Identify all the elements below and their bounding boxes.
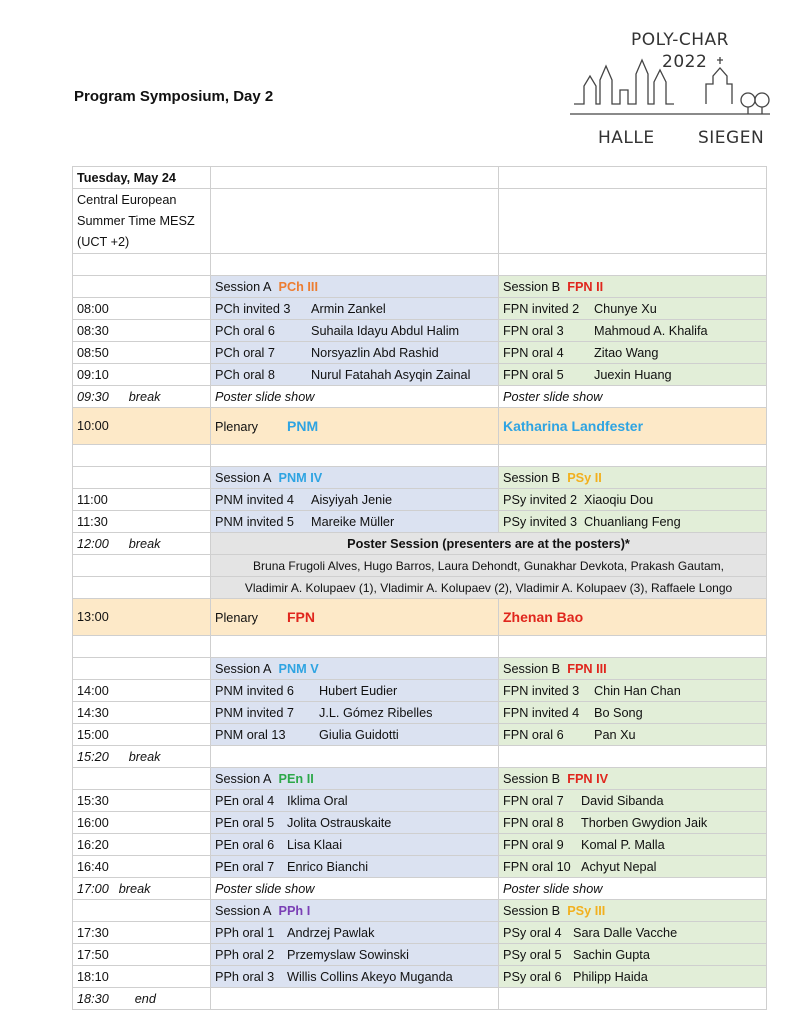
end-label: end [134, 991, 156, 1006]
speaker-name: Chin Han Chan [594, 683, 681, 698]
break-label: break [128, 389, 161, 404]
speaker-name: Thorben Gwydion Jaik [581, 815, 708, 830]
talk-label: FPN oral 3 [503, 323, 564, 338]
speaker-name: Norsyazlin Abd Rashid [311, 345, 439, 360]
plenary-speaker: Zhenan Bao [503, 609, 584, 625]
session-code: PPh I [278, 903, 311, 918]
session-code: FPN III [567, 661, 607, 676]
talk-label: PPh oral 2 [215, 947, 275, 962]
talk-label: PNM invited 5 [215, 514, 294, 529]
session-label: Session A [215, 771, 272, 786]
speaker-name: Enrico Bianchi [287, 859, 369, 874]
logo-line1: POLY-CHAR [631, 30, 729, 50]
end-time: 18:30 [77, 991, 109, 1006]
poly-char-logo [570, 30, 780, 155]
page-title: Program Symposium, Day 2 [74, 88, 274, 105]
talk-label: FPN oral 5 [503, 367, 564, 382]
speaker-name: Hubert Eudier [319, 683, 398, 698]
session-code: PSy III [567, 903, 606, 918]
time-cell: 16:40 [73, 856, 211, 878]
break-time: 09:30 [77, 389, 109, 404]
session-header-row [73, 658, 767, 680]
poster-slide-show: Poster slide show [211, 386, 499, 408]
poster-session-heading-row [73, 533, 767, 555]
plenary-speaker: Katharina Landfester [503, 418, 644, 434]
time-cell: 16:20 [73, 834, 211, 856]
time-cell: 11:30 [73, 511, 211, 533]
session-label: Session B [503, 661, 561, 676]
break-row [73, 878, 767, 900]
speaker-name: Armin Zankel [311, 301, 386, 316]
session-label: Session A [215, 661, 272, 676]
table-row [73, 812, 767, 834]
time-cell: 14:00 [73, 680, 211, 702]
time-cell: 14:30 [73, 702, 211, 724]
talk-label: PEn oral 5 [215, 815, 275, 830]
table-row [73, 834, 767, 856]
talk-label: PSy oral 6 [503, 969, 562, 984]
speaker-name: Willis Collins Akeyo Muganda [287, 969, 453, 984]
logo-line2: 2022 [662, 52, 708, 72]
session-code: FPN IV [567, 771, 609, 786]
session-b-header [499, 276, 767, 298]
session-label: Session A [215, 903, 272, 918]
talk-label: PNM invited 6 [215, 683, 294, 698]
poster-presenters-row [73, 555, 767, 577]
session-header-row [73, 900, 767, 922]
break-row [73, 746, 767, 768]
session-header-row [73, 467, 767, 489]
table-row [73, 922, 767, 944]
plenary-label: Plenary [215, 420, 259, 434]
table-row [73, 320, 767, 342]
poster-slide-show: Poster slide show [499, 386, 767, 408]
session-code: PEn II [278, 771, 314, 786]
poster-slide-show: Poster slide show [211, 878, 499, 900]
talk-label: FPN invited 2 [503, 301, 580, 316]
break-label: break [128, 749, 161, 764]
speaker-name: Przemyslaw Sowinski [287, 947, 409, 962]
table-row [73, 445, 767, 467]
time-cell: 10:00 [73, 408, 211, 445]
day-label: Tuesday, May 24 [73, 167, 211, 189]
speaker-name: Aisyiyah Jenie [311, 492, 393, 507]
table-row [73, 489, 767, 511]
talk-label: PEn oral 4 [215, 793, 275, 808]
timezone-line: Summer Time MESZ [77, 213, 195, 228]
break-label: break [118, 881, 151, 896]
table-row [73, 966, 767, 988]
speaker-name: Mahmoud A. Khalifa [594, 323, 708, 338]
talk-label: PPh oral 1 [215, 925, 275, 940]
session-label: Session A [215, 470, 272, 485]
speaker-name: Achyut Nepal [581, 859, 657, 874]
time-cell: 09:10 [73, 364, 211, 386]
session-label: Session B [503, 903, 561, 918]
talk-label: PNM invited 4 [215, 492, 294, 507]
speaker-name: Lisa Klaai [287, 837, 343, 852]
talk-label: PSy oral 4 [503, 925, 562, 940]
speaker-name: Sara Dalle Vacche [573, 925, 678, 940]
talk-label: PEn oral 6 [215, 837, 275, 852]
time-cell: 15:00 [73, 724, 211, 746]
speaker-name: Jolita Ostrauskaite [287, 815, 392, 830]
session-b-header [499, 658, 767, 680]
table-row [73, 298, 767, 320]
speaker-name: Andrzej Pawlak [287, 925, 375, 940]
session-code: PNM IV [278, 470, 323, 485]
session-a-header [211, 658, 499, 680]
table-row [73, 680, 767, 702]
timezone-line: (UCT +2) [77, 234, 130, 249]
talk-label: FPN oral 6 [503, 727, 564, 742]
break-time: 12:00 [77, 536, 109, 551]
end-row [73, 988, 767, 1010]
speaker-name: Chuanliang Feng [584, 514, 681, 529]
talk-label: PCh invited 3 [215, 301, 291, 316]
time-cell: 18:10 [73, 966, 211, 988]
table-row [73, 342, 767, 364]
session-code: PCh III [278, 279, 318, 294]
table-row [73, 636, 767, 658]
session-header-row [73, 768, 767, 790]
speaker-name: Bo Song [594, 705, 643, 720]
speaker-name: Mareike Müller [311, 514, 395, 529]
plenary-row [73, 408, 767, 445]
speaker-name: Komal P. Malla [581, 837, 665, 852]
talk-label: FPN oral 10 [503, 859, 571, 874]
talk-label: PNM oral 13 [215, 727, 286, 742]
poster-session-heading: Poster Session (presenters are at the posters)* [211, 533, 767, 555]
table-row [73, 856, 767, 878]
table-row [73, 189, 767, 254]
table-row [73, 167, 767, 189]
speaker-name: Juexin Huang [594, 367, 672, 382]
logo-city-siegen: SIEGEN [698, 128, 765, 148]
session-header-row [73, 276, 767, 298]
break-label: break [128, 536, 161, 551]
speaker-name: Sachin Gupta [573, 947, 650, 962]
session-label: Session B [503, 470, 561, 485]
talk-label: FPN invited 3 [503, 683, 580, 698]
time-cell: 17:30 [73, 922, 211, 944]
talk-label: FPN invited 4 [503, 705, 580, 720]
talk-label: FPN oral 9 [503, 837, 564, 852]
time-cell: 11:00 [73, 489, 211, 511]
table-row [73, 790, 767, 812]
timezone-line: Central European [77, 192, 177, 207]
session-a-header [211, 276, 499, 298]
table-row [73, 511, 767, 533]
talk-label: PSy invited 2 [503, 492, 578, 507]
speaker-name: Philipp Haida [573, 969, 648, 984]
session-code: FPN II [567, 279, 604, 294]
break-time: 17:00 [77, 881, 109, 896]
session-code: PSy II [567, 470, 602, 485]
session-a-header [211, 900, 499, 922]
session-code: PNM V [278, 661, 319, 676]
talk-label: PEn oral 7 [215, 859, 275, 874]
speaker-name: J.L. Gómez Ribelles [319, 705, 433, 720]
program-table [72, 166, 767, 1010]
plenary-code: FPN [287, 609, 315, 625]
session-label: Session B [503, 771, 561, 786]
talk-label: FPN oral 8 [503, 815, 564, 830]
talk-label: PSy oral 5 [503, 947, 562, 962]
talk-label: PCh oral 6 [215, 323, 275, 338]
session-label: Session B [503, 279, 561, 294]
time-cell: 15:30 [73, 790, 211, 812]
speaker-name: Giulia Guidotti [319, 727, 399, 742]
session-label: Session A [215, 279, 272, 294]
talk-label: FPN oral 7 [503, 793, 564, 808]
table-row [73, 364, 767, 386]
timezone-cell [73, 189, 211, 254]
time-cell: 08:50 [73, 342, 211, 364]
break-time: 15:20 [77, 749, 109, 764]
speaker-name: David Sibanda [581, 793, 664, 808]
speaker-name: Chunye Xu [594, 301, 657, 316]
talk-label: PCh oral 7 [215, 345, 275, 360]
poster-presenters-line: Bruna Frugoli Alves, Hugo Barros, Laura Dehondt, Gunakhar Devkota, Prakash Gautam, [211, 555, 767, 577]
time-cell: 08:30 [73, 320, 211, 342]
session-b-header [499, 900, 767, 922]
talk-label: PPh oral 3 [215, 969, 275, 984]
speaker-name: Xiaoqiu Dou [584, 492, 654, 507]
plenary-label: Plenary [215, 611, 259, 625]
speaker-name: Pan Xu [594, 727, 636, 742]
session-b-header [499, 768, 767, 790]
speaker-name: Zitao Wang [594, 345, 659, 360]
time-cell: 08:00 [73, 298, 211, 320]
poster-presenters-line: Vladimir A. Kolupaev (1), Vladimir A. Kolupaev (2), Vladimir A. Kolupaev (3), Raffaele Longo [211, 577, 767, 599]
speaker-name: Iklima Oral [287, 793, 348, 808]
table-row [73, 254, 767, 276]
table-row [73, 724, 767, 746]
plenary-row [73, 599, 767, 636]
time-cell: 16:00 [73, 812, 211, 834]
session-a-header [211, 467, 499, 489]
talk-label: PNM invited 7 [215, 705, 294, 720]
session-b-header [499, 467, 767, 489]
session-a-header [211, 768, 499, 790]
logo-city-halle: HALLE [598, 128, 655, 148]
talk-label: PSy invited 3 [503, 514, 578, 529]
time-cell: 13:00 [73, 599, 211, 636]
break-row [73, 386, 767, 408]
plenary-code: PNM [287, 418, 319, 434]
poster-slide-show: Poster slide show [499, 878, 767, 900]
speaker-name: Nurul Fatahah Asyqin Zainal [311, 367, 471, 382]
talk-label: FPN oral 4 [503, 345, 564, 360]
talk-label: PCh oral 8 [215, 367, 275, 382]
poster-presenters-row [73, 577, 767, 599]
speaker-name: Suhaila Idayu Abdul Halim [311, 323, 460, 338]
table-row [73, 702, 767, 724]
time-cell: 17:50 [73, 944, 211, 966]
table-row [73, 944, 767, 966]
